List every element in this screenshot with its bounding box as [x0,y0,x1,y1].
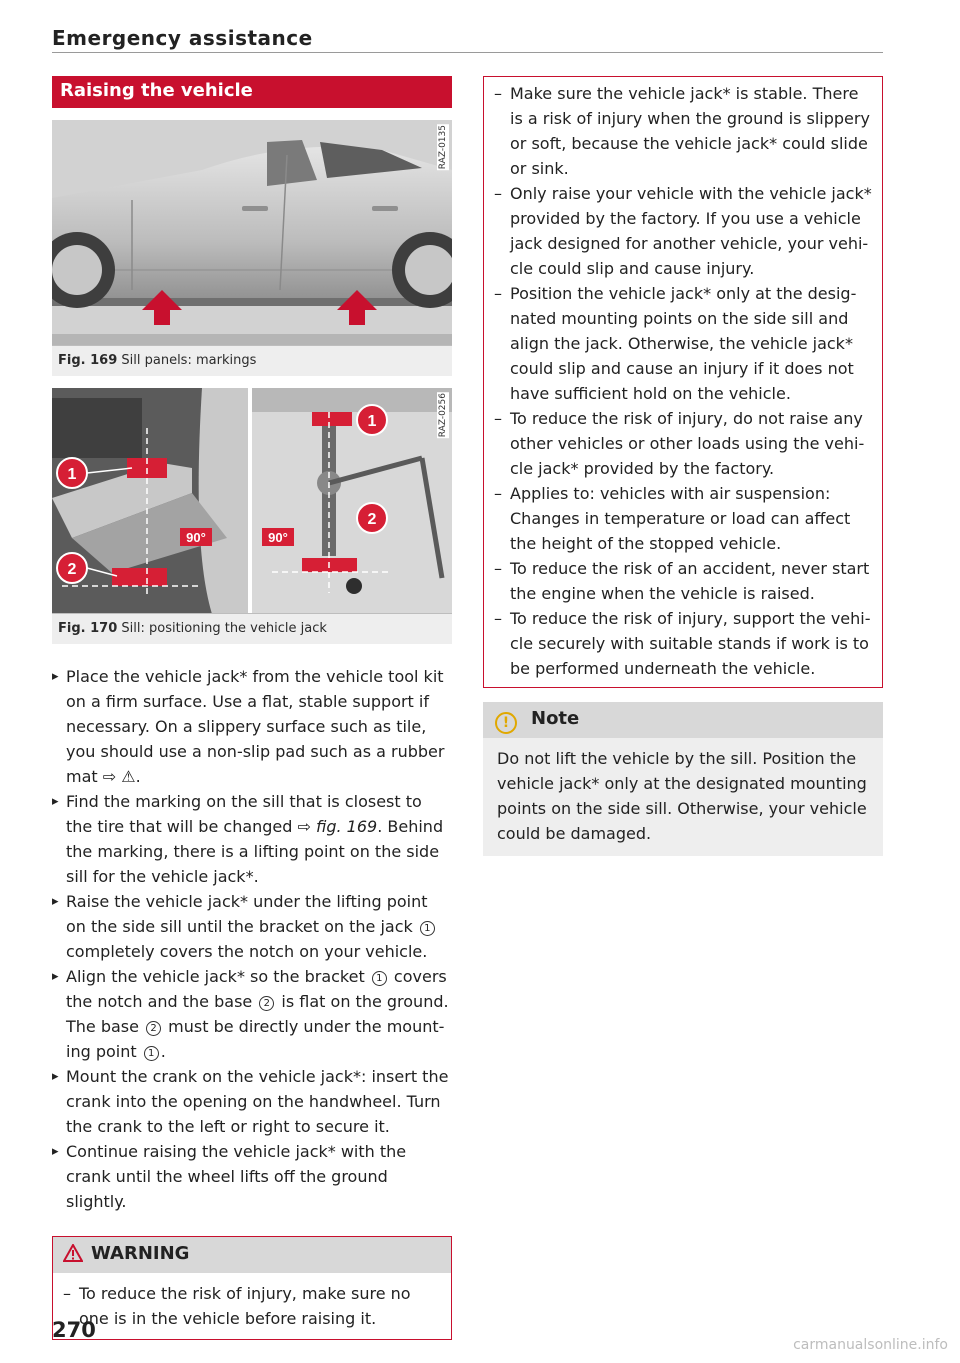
warning-box [52,1236,452,1340]
figure-caption-text: Sill: positioning the vehicle jack [121,621,327,636]
figure-170-image [52,388,452,614]
warning-item: – To reduce the risk of injury, support the vehi-cle securely with suitable stands if work is to be performed underneath the vehicle. [494,606,872,681]
left-column [52,76,452,1340]
jack-position-illustration [52,388,452,614]
section-title: Raising the vehicle [52,76,452,108]
warning-item: – Applies to: vehicles with air suspension: Changes in temperature or load can affect the height of the stopped vehicle. [494,481,872,556]
step-item: ▸ Raise the vehicle jack* under the lifting point on the side sill until the bracket on the jack 1 completely covers the notch on your vehicle. [52,889,452,964]
warning-triangle-icon [63,1244,83,1262]
page-number: 270 [52,1318,96,1342]
note-body: Do not lift the vehicle by the sill. Position the vehicle jack* only at the designated mounting points on the side sill. Otherwise, your vehicle could be damaged. [497,749,867,843]
figure-169 [52,120,452,376]
marker-2-left: 2 [67,561,77,578]
warning-item: – Make sure the vehicle jack* is stable. There is a risk of injury when the ground is slippery or soft, because the vehicle jack* could slide or sink. [494,81,872,181]
circled-number: 1 [372,971,387,986]
figure-label: Fig. 170 [58,621,118,636]
right-column [483,76,883,856]
circled-number: 2 [259,996,274,1011]
figure-reference-link[interactable]: fig. 169 [316,817,378,836]
warning-list [53,1273,451,1339]
circled-number: 1 [144,1046,159,1061]
circled-number: 2 [146,1021,161,1036]
header-rule [52,52,883,53]
instruction-steps [52,664,452,1214]
marker-1-left: 1 [67,466,77,483]
figure-code: RAZ-0135 [438,125,448,170]
car-side-illustration [52,120,452,346]
figure-caption [52,614,452,644]
warning-item: – To reduce the risk of injury, make sure no one is in the vehicle before raising it. [63,1281,441,1331]
circled-number: 1 [420,921,435,936]
step-item: ▸ Find the marking on the sill that is closest to the tire that will be changed ⇨ fig. 169. Behind the marking, there is a lifting point on the side sill for the vehicle jack*. [52,789,452,889]
marker-2-right: 2 [367,511,377,528]
step-item: ▸ Place the vehicle jack* from the vehicle tool kit on a firm surface. Use a flat, stable support if necessary. On a slippery surface such as tile, you should use a non-slip pad such as a rubber mat ⇨ ⚠. [52,664,452,789]
warning-list [484,77,882,687]
step-item: ▸ Continue raising the vehicle jack* with the crank until the wheel lifts off the ground slightly. [52,1139,452,1214]
exclamation-circle-icon: ! [495,712,517,734]
warning-box-continued [483,76,883,688]
figure-caption-text: Sill panels: markings [121,353,257,368]
watermark: carmanualsonline.info [793,1337,948,1353]
warning-item: – To reduce the risk of injury, do not raise any other vehicles or other loads using the vehi-cle jack* provided by the factory. [494,406,872,481]
angle-label-left: 90° [186,530,206,545]
figure-caption [52,346,452,376]
angle-label-right: 90° [268,530,288,545]
step-item: ▸ Align the vehicle jack* so the bracket 1 covers the notch and the base 2 is flat on the ground. The base 2 must be directly under the mount-ing point 1 . [52,964,452,1064]
marker-1-right: 1 [367,413,377,430]
warning-item: – Only raise your vehicle with the vehicle jack* provided by the factory. If you use a vehicle jack designed for another vehicle, your vehi-cle could slip and cause injury. [494,181,872,281]
figure-label: Fig. 169 [58,353,118,368]
warning-item: – Position the vehicle jack* only at the desig-nated mounting points on the side sill and align the jack. Otherwise, the vehicle jack* could slip and cause an injury if it does not have sufficient hold on the vehicle. [494,281,872,406]
figure-170 [52,388,452,644]
figure-169-image [52,120,452,346]
figure-code: RAZ-0256 [438,393,448,438]
section-header: Emergency assistance [52,26,313,50]
note-heading: ! Note [483,702,883,738]
warning-item: – To reduce the risk of an accident, never start the engine when the vehicle is raised. [494,556,872,606]
warning-heading: WARNING [53,1237,451,1273]
note-box [483,702,883,856]
step-item: ▸ Mount the crank on the vehicle jack*: insert the crank into the opening on the handwheel. Turn the crank to the left or right to secure it. [52,1064,452,1139]
